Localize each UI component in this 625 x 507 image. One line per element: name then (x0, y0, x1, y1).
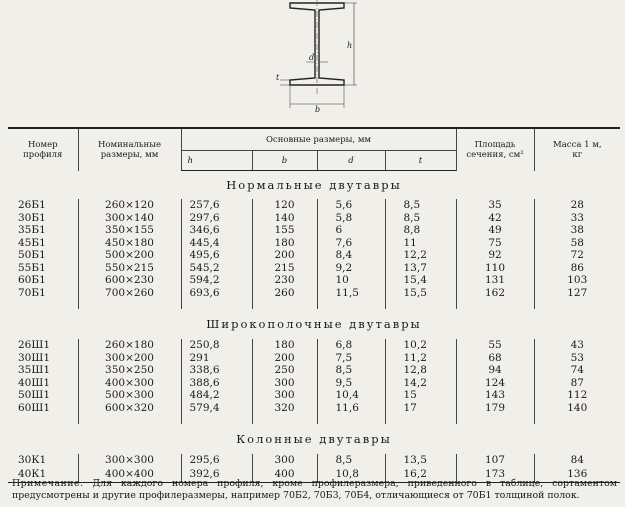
table-row: 30К1 300×300 295,6 300 8,5 13,5 107 84 (8, 454, 620, 467)
table-row: 40К1 400×400 392,6 400 10,8 16,2 173 136 (8, 467, 620, 483)
i-beam-diagram (262, 0, 372, 118)
table-row: 35Б1 350×155 346,6 155 6 8,8 49 38 (8, 224, 620, 237)
table-row: 26Ш1 260×180 250,8 180 6,8 10,2 55 43 (8, 339, 620, 352)
col-header-d: d (317, 151, 385, 171)
col-header-main-dims: Основные размеры, мм (181, 128, 456, 151)
beam-table (8, 127, 620, 483)
col-header-h: h (181, 151, 252, 171)
label-b: b (315, 105, 321, 114)
section-title: Широкополочные двутавры (206, 317, 422, 331)
col-header-t: t (385, 151, 456, 171)
col-header-profile: Номер профиля (8, 128, 78, 171)
table-row: 60Ш1 600×320 579,4 320 11,6 17 179 140 (8, 402, 620, 415)
table-row: 45Б1 450×180 445,4 180 7,6 11 75 58 (8, 237, 620, 250)
label-t: t (276, 73, 280, 82)
footnote-title: Примечание. (12, 478, 84, 489)
table-row: 50Ш1 500×300 484,2 300 10,4 15 143 112 (8, 389, 620, 402)
label-h: h (347, 41, 353, 50)
footnote (12, 478, 617, 502)
table-row: 60Б1 600×230 594,2 230 10 15,4 131 103 (8, 274, 620, 287)
table-row: 50Б1 500×200 495,6 200 8,4 12,2 92 72 (8, 249, 620, 262)
col-header-area: Площадь сечения, см² (456, 128, 534, 171)
section-title: Колонные двутавры (236, 432, 392, 446)
table-row: 26Б1 260×120 257,6 120 5,6 8,5 35 28 (8, 199, 620, 212)
table-row: 35Ш1 350×250 338,6 250 8,5 12,8 94 74 (8, 364, 620, 377)
section-normal (8, 171, 620, 310)
table-row: 55Б1 550×215 545,2 215 9,2 13,7 110 86 (8, 262, 620, 275)
table-row: 70Б1 700×260 693,6 260 11,5 15,5 162 127 (8, 287, 620, 300)
section-column (8, 424, 620, 482)
table-row: 40Ш1 400×300 388,6 300 9,5 14,2 124 87 (8, 377, 620, 390)
label-d: d (309, 53, 315, 62)
section-wide-flange (8, 309, 620, 424)
col-header-mass: Масса 1 м, кг (534, 128, 620, 171)
footnote-text: Для каждого номера профиля, кроме профилеразмера, приведенного в таблице, сортаментом предусмотрены и другие профилеразмеры, например 70Б2, 70Б3, 70Б4, отличающиеся от 70Б1 толщиной полок. (12, 478, 618, 501)
col-header-nominal: Номинальные размеры, мм (78, 128, 181, 171)
section-title: Нормальные двутавры (226, 178, 402, 192)
col-header-b: b (252, 151, 317, 171)
table-row: 30Б1 300×140 297,6 140 5,8 8,5 42 33 (8, 212, 620, 225)
table-row: 30Ш1 300×200 291 200 7,5 11,2 68 53 (8, 352, 620, 365)
